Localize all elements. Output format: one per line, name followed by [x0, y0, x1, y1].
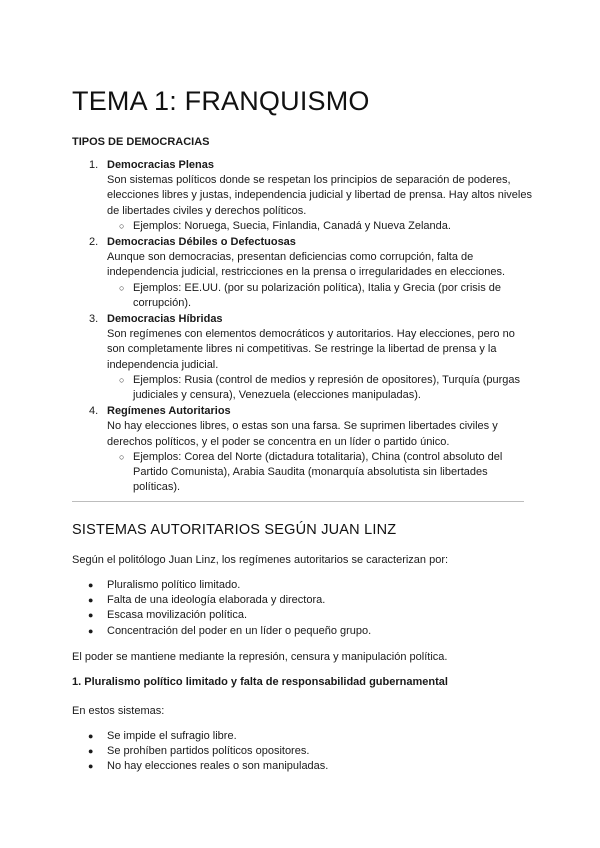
item-description: Son regímenes con elementos democráticos y autoritarios. Hay elecciones, pero no son completamente libres ni competitivas. Se restringe la libertad de prensa y la independencia judicial.	[107, 328, 515, 371]
hollow-bullet-icon: ○	[119, 282, 125, 293]
bullet-icon: ●	[88, 580, 94, 590]
bullet-text: Pluralismo político limitado.	[107, 579, 241, 591]
item-name: Democracias Híbridas	[107, 313, 223, 326]
page-title: TEMA 1: FRANQUISMO	[72, 86, 370, 116]
bullet-text: Escasa movilización política.	[107, 609, 248, 622]
example-text: Ejemplos: EE.UU. (por su polarización política), Italia y Grecia (por crisis de corrupción).	[133, 281, 502, 309]
bullet-text: Se prohíben partidos políticos opositores.	[107, 745, 310, 758]
bullet-icon: ●	[88, 761, 94, 772]
linz-closing: El poder se mantiene mediante la represión, censura y manipulación política.	[72, 651, 448, 663]
section-heading-linz: SISTEMAS AUTORITARIOS SEGÚN JUAN LINZ	[72, 522, 397, 538]
list-item	[72, 578, 532, 593]
list-item	[72, 312, 532, 403]
bullet-text: Concentración del poder en un líder o pequeño grupo.	[107, 624, 372, 637]
item-description: Aunque son democracias, presentan deficiencias como corrupción, falta de independencia judicial, restricciones en la prensa o irregularidades en elecciones.	[107, 251, 506, 279]
example-text: Ejemplos: Corea del Norte (dictadura totalitaria), China (control absoluto del Partido Comunista), Arabia Saudita (monarquía absolutista sin libertades políticas).	[133, 450, 503, 494]
list-item	[72, 235, 532, 311]
subsection-bullet-list	[72, 729, 532, 775]
bullet-text: No hay elecciones reales o son manipuladas.	[107, 760, 329, 773]
bullet-text: Se impide el sufragio libre.	[107, 730, 237, 742]
hollow-bullet-icon: ○	[119, 220, 125, 231]
list-number: 1.	[89, 159, 99, 171]
list-item	[72, 158, 532, 234]
example-item	[107, 450, 532, 496]
list-item	[72, 404, 532, 495]
list-item	[72, 744, 532, 759]
example-item	[107, 373, 532, 403]
list-number: 3.	[89, 313, 99, 326]
bullet-icon: ●	[88, 746, 94, 757]
item-name: Democracias Débiles o Defectuosas	[107, 236, 296, 249]
subsection-heading: 1. Pluralismo político limitado y falta de responsabilidad gubernamental	[72, 676, 448, 688]
list-item	[72, 593, 532, 608]
linz-intro: Según el politólogo Juan Linz, los regímenes autoritarios se caracterizan por:	[72, 554, 449, 566]
example-text: Ejemplos: Noruega, Suecia, Finlandia, Canadá y Nueva Zelanda.	[133, 219, 451, 232]
item-description: No hay elecciones libres, o estas son una farsa. Se suprimen libertades civiles y derechos políticos, y el poder se concentra en un líder o partido único.	[107, 420, 498, 448]
bullet-icon: ●	[88, 731, 94, 741]
hollow-bullet-icon: ○	[119, 451, 125, 462]
list-number: 2.	[89, 236, 99, 249]
horizontal-divider	[72, 501, 524, 502]
example-text: Ejemplos: Rusia (control de medios y represión de opositores), Turquía (purgas judiciales y censura), Venezuela (elecciones manipuladas).	[133, 373, 521, 402]
list-item	[72, 608, 532, 623]
linz-bullet-list	[72, 578, 532, 639]
subsection-intro: En estos sistemas:	[72, 705, 165, 717]
item-description: Son sistemas políticos donde se respetan los principios de separación de poderes, elecciones libres y justas, independencia judicial y libertad de prensa. Hay altos niveles de libertades civiles y derechos políticos.	[107, 174, 532, 217]
section-heading-tipos: TIPOS DE DEMOCRACIAS	[72, 136, 210, 148]
hollow-bullet-icon: ○	[119, 374, 125, 385]
list-number: 4.	[89, 405, 99, 418]
list-item	[72, 759, 532, 774]
example-item	[107, 219, 532, 234]
list-item	[72, 624, 532, 639]
bullet-icon: ●	[88, 610, 94, 621]
bullet-icon: ●	[88, 625, 94, 636]
list-item	[72, 729, 532, 744]
bullet-text: Falta de una ideología elaborada y directora.	[107, 594, 326, 607]
item-name: Regímenes Autoritarios	[107, 405, 231, 418]
item-name: Democracias Plenas	[107, 159, 215, 171]
democracy-types-list	[72, 158, 532, 496]
bullet-icon: ●	[88, 595, 94, 606]
example-item	[107, 281, 532, 311]
